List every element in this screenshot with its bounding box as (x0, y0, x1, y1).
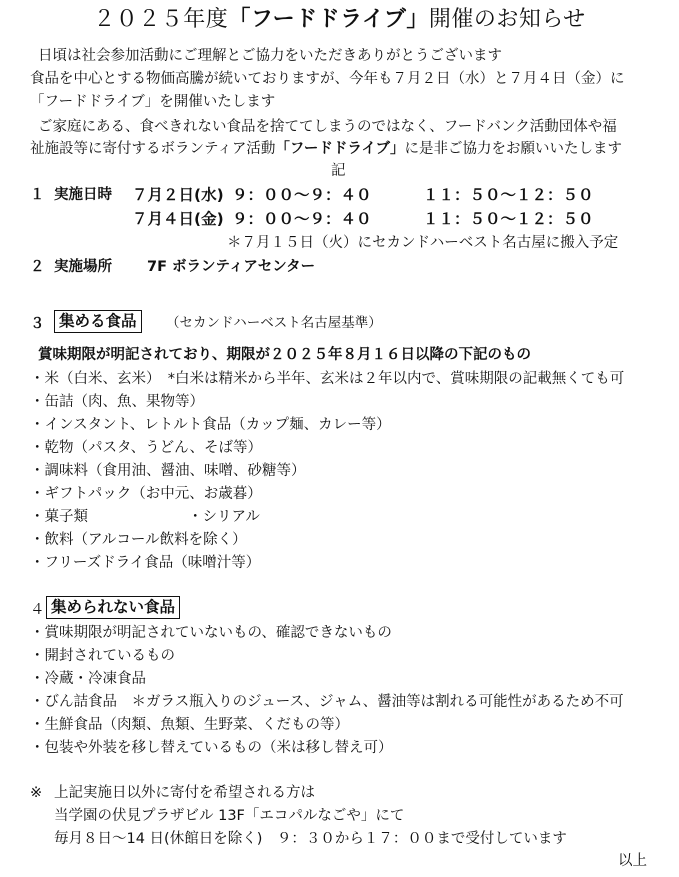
footer-line-3: 毎月８日～14 日(休館日を除く) ９：３０から１７：００まで受付しています (54, 831, 567, 847)
section3-number: ３ (30, 316, 45, 332)
section4-label: 集められない食品 (46, 596, 180, 619)
title-event: 「フードドライブ」 (228, 7, 429, 32)
ki-heading: 記 (331, 163, 346, 179)
section3-item-gift: ・ギフトパック（お中元、お歳暮） (30, 486, 262, 502)
section3-label: 集める食品 (54, 310, 142, 333)
footer-mark: ※ (30, 785, 43, 801)
footer-line-1: 上記実施日以外に寄付を希望される方は (54, 785, 315, 801)
section1-morning-2: ９：００～９：４０ (232, 210, 372, 228)
section4-item-opened: ・開封されているもの (30, 648, 175, 664)
section4-item-fresh: ・生鮮食品（肉類、魚類、生野菜、くだもの等） (30, 717, 349, 733)
title-rest: 開催のお知らせ (428, 7, 586, 32)
title-year: ２０２５年度 (93, 7, 229, 32)
section1-morning-1: ９：００～９：４０ (232, 186, 372, 204)
intro-line-3-text: 「フードドライブ」を開催いたします (30, 94, 276, 110)
intro-line-4: ご家庭にある、食べきれない食品を捨ててしまうのではなく、フードバンク活動団体や福 (38, 119, 617, 135)
intro-line-5c: に是非ご協力をお願いいたします (404, 141, 623, 157)
section2-label: 実施場所 (54, 259, 112, 275)
section3-item-instant: ・インスタント、レトルト食品（カップ麺、カレー等） (30, 417, 391, 433)
section1-date-1: ７月２日(水) (132, 186, 224, 204)
page-title (0, 6, 679, 34)
section3-lead: 賞味期限が明記されており、期限が２０２５年８月１６日以降の下記のもの (38, 347, 531, 363)
section1-date-2: ７月４日(金) (132, 210, 224, 228)
section3-item-seasoning: ・調味料（食用油、醤油、味噌、砂糖等） (30, 463, 306, 479)
intro-line-5b: 「フードドライブ」 (275, 141, 405, 157)
section3-item-dried: ・乾物（パスタ、うどん、そば等） (30, 440, 262, 456)
section4-item-no-date: ・賞味期限が明記されていないもの、確認できないもの (30, 625, 392, 641)
footer-line-2: 当学園の伏見プラザビル 13F「エコパルなごや」にて (54, 808, 405, 824)
section1-note: ＊７月１５日（火）にセカンドハーベスト名古屋に搬入予定 (227, 235, 619, 251)
section4-number: ４ (30, 602, 45, 618)
intro-line-5a: 祉施設等に寄付するボランティア活動 (30, 141, 276, 157)
section1-label: 実施日時 (54, 187, 112, 203)
section3-subtitle: （セカンドハーベスト名古屋基準） (166, 315, 382, 331)
section3-item-drinks: ・飲料（アルコール飲料を除く） (30, 532, 247, 548)
section3-item-canned: ・缶詰（肉、魚、果物等） (30, 394, 204, 410)
section4-item-repacked: ・包装や外装を移し替えているもの（米は移し替え可） (30, 740, 393, 756)
section2-number: ２ (30, 259, 45, 275)
section4-item-bottled: ・びん詰食品 ＊ガラス瓶入りのジュース、ジャム、醤油等は割れる可能性があるため不可 (30, 694, 624, 710)
section3-item-snacks: ・菓子類 (30, 509, 88, 525)
intro-line-2: 食品を中心とする物価高騰が続いておりますが、今年も７月２日（水）と７月４日（金）に (30, 71, 625, 87)
intro-line-3 (30, 93, 275, 111)
section2-place: 7F ボランティアセンター (147, 259, 316, 275)
section4-item-frozen: ・冷蔵・冷凍食品 (30, 671, 146, 687)
intro-line-1: 日頃は社会参加活動にご理解とご協力をいただきありがとうございます (38, 48, 502, 64)
section3-item-freeze-dried: ・フリーズドライ食品（味噌汁等） (30, 555, 261, 571)
section1-noon-1: １１：５０～１２：５０ (423, 186, 594, 204)
footer-end: 以上 (618, 853, 647, 869)
section1-noon-2: １１：５０～１２：５０ (423, 210, 594, 228)
section3-item-rice: ・米（白米、玄米） *白米は精米から半年、玄米は２年以内で、賞味期限の記載無くても可 (30, 371, 625, 387)
section3-item-cereal: ・シリアル (188, 509, 260, 525)
section1-number: １ (30, 187, 45, 203)
intro-line-5 (30, 140, 622, 158)
